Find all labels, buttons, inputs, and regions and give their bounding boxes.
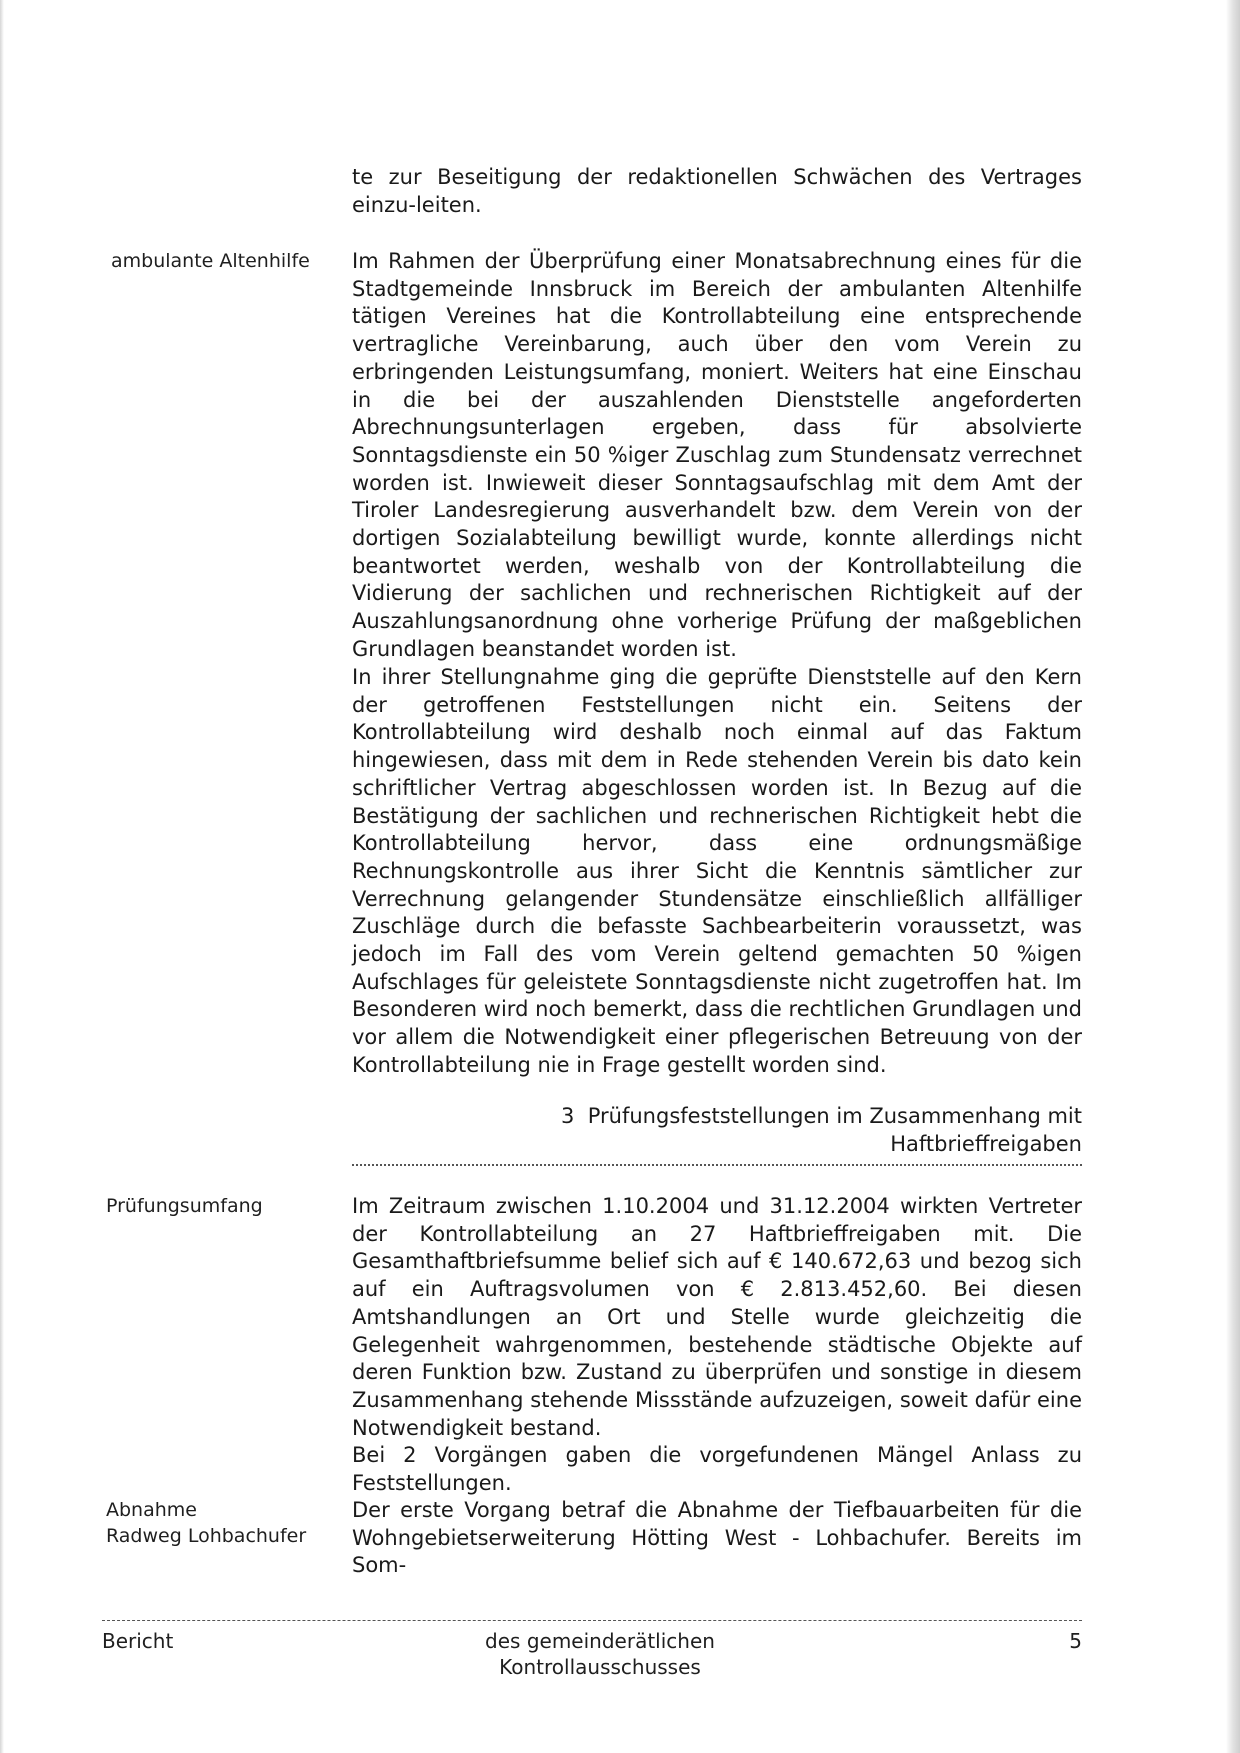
scan-edge-right bbox=[1226, 0, 1240, 1753]
altenhilfe-section bbox=[352, 248, 1082, 664]
section-heading-line-1 bbox=[352, 1102, 1082, 1130]
page-number: 5 bbox=[1069, 1629, 1082, 1653]
section-heading-rule bbox=[352, 1164, 1082, 1166]
scan-edge-left bbox=[0, 0, 4, 1753]
pruefungsumfang-paragraph-2: Bei 2 Vorgängen gaben die vorgefundenen Mängel Anlass zu Feststellungen. bbox=[352, 1443, 1082, 1496]
section-heading bbox=[352, 1102, 1082, 1158]
intro-text: te zur Beseitigung der redaktionellen Schwächen des Vertrages einzu-leiten. bbox=[352, 165, 1082, 217]
section-title-line-2: Haftbrieffreigaben bbox=[890, 1132, 1082, 1156]
margin-label-altenhilfe: ambulante Altenhilfe bbox=[111, 250, 310, 272]
abnahme-section bbox=[352, 1497, 1082, 1580]
pruefungsumfang-paragraph-1: Im Zeitraum zwischen 1.10.2004 und 31.12.2004 wirkten Vertreter der Kontrollabteilung an 27 Haftbrieffreigaben mit. Die Gesamthaftbriefsumme belief sich auf € 140.672,63 und bezog sich auf ein Auftragsvolumen von € 2.813.452,60. Bei diesen Amtshandlungen an Ort und Stelle wurde gleichzeitig die Gelegenheit wahrgenommen, bestehende städtische Objekte auf deren Funktion bzw. Zustand zu überprüfen und sonstige in diesem Zusammenhang stehende Missstände aufzuzeigen, soweit dafür eine Notwendigkeit bestand. bbox=[352, 1194, 1082, 1440]
margin-label-abnahme bbox=[106, 1497, 306, 1549]
altenhilfe-paragraph-1: Im Rahmen der Überprüfung einer Monatsabrechnung eines für die Stadtgemeinde Innsbruck im Bereich der ambulanten Altenhilfe tätigen Vereines hat die Kontrollabteilung eine entsprechende vertragliche Vereinbarung, auch über den vom Verein zu erbringenden Leistungsumfang, moniert. Weiters hat eine Einschau in die bei der auszahlenden Dienststelle angeforderten Abrechnungsunterlagen ergeben, dass für absolvierte Sonntagsdienste ein 50 %iger Zuschlag zum Stundensatz verrechnet worden ist. Inwieweit dieser Sonntagsaufschlag mit dem Amt der Tiroler Landesregierung ausverhandelt bzw. dem Verein von der dortigen Sozialabteilung bewilligt wurde, konnte allerdings nicht beantwortet werden, weshalb von der Kontrollabteilung die Vidierung der sachlichen und rechnerischen Richtigkeit auf der Auszahlungsanordnung ohne vorherige Prüfung der maßgeblichen Grundlagen beanstandet worden ist. bbox=[352, 249, 1082, 661]
altenhilfe-paragraph-2: In ihrer Stellungnahme ging die geprüfte Dienststelle auf den Kern der getroffenen Feststellungen nicht ein. Seitens der Kontrollabteilung wird deshalb noch einmal auf das Faktum hingewiesen, dass mit dem in Rede stehenden Verein bis dato kein schriftlicher Vertrag abgeschlossen worden ist. In Bezug auf die Bestätigung der sachlichen und rechnerischen Richtigkeit hebt die Kontrollabteilung hervor, dass eine ordnungsmäßige Rechnungskontrolle aus ihrer Sicht die Kenntnis sämtlicher zur Verrechnung gelangender Stundensätze einschließlich allfälliger Zuschläge durch die befasste Sachbearbeiterin voraussetzt, was jedoch im Fall des vom Verein geltend gemachten 50 %igen Aufschlages für geleistete Sonntagsdienste nicht zugetroffen hat. Im Besonderen wird noch bemerkt, dass die rechtlichen Grundlagen und vor allem die Notwendigkeit einer pflegerischen Betreuung von der Kontrollabteilung nie in Frage gestellt worden sind. bbox=[352, 665, 1082, 1077]
footer-center: des gemeinderätlichen Kontrollausschusses bbox=[485, 1629, 715, 1679]
footer-rule bbox=[102, 1620, 1082, 1621]
abnahme-paragraph-1: Der erste Vorgang betraf die Abnahme der Tiefbauarbeiten für die Wohngebietserweiterung Hötting West - Lohbachufer. Bereits im Som- bbox=[352, 1498, 1082, 1578]
section-title-line-1: Prüfungsfeststellungen im Zusammenhang mit bbox=[587, 1104, 1082, 1128]
footer-left: Bericht bbox=[102, 1629, 174, 1653]
intro-paragraph bbox=[352, 164, 1082, 219]
margin-label-pruefungsumfang: Prüfungsumfang bbox=[106, 1195, 263, 1217]
pruefungsumfang-section bbox=[352, 1193, 1082, 1498]
margin-label-abnahme-line-2: Radweg Lohbachufer bbox=[106, 1525, 307, 1547]
altenhilfe-section-2 bbox=[352, 664, 1082, 1080]
section-number: 3 bbox=[561, 1104, 575, 1128]
margin-label-abnahme-line-1: Abnahme bbox=[106, 1499, 197, 1521]
